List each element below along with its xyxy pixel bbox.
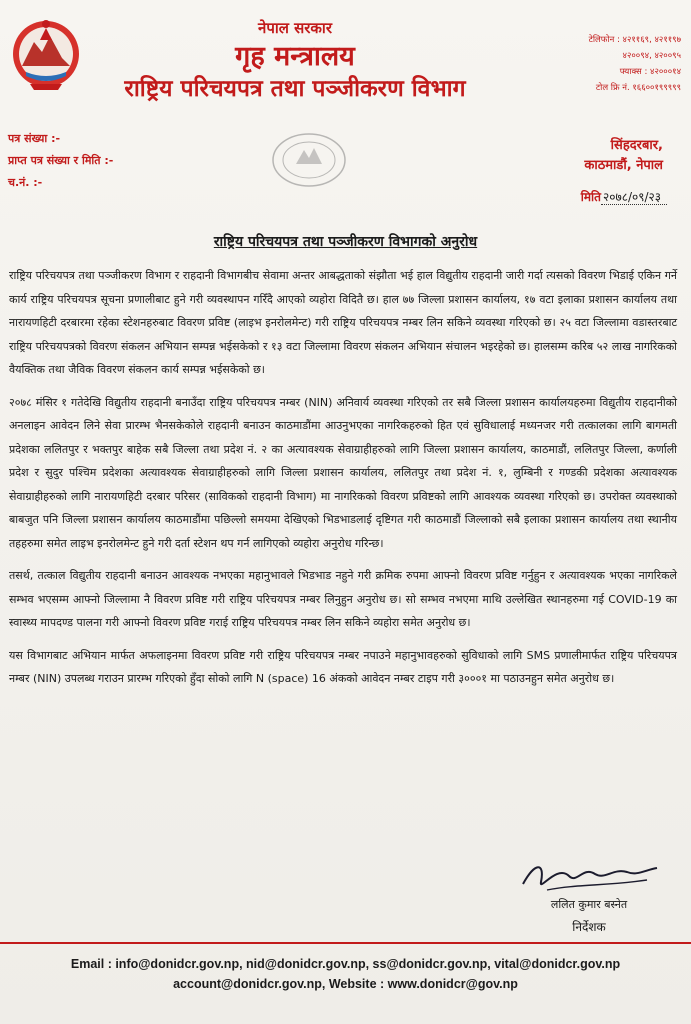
letter-date [581,188,667,206]
ministry-name: गृह मन्त्रालय [235,41,355,72]
letter-number-label: पत्र संख्या :- [8,132,61,145]
address-line-1: सिंहदरबार, [610,138,663,153]
letter-body [9,264,677,700]
phone-line-2: ४२००९४, ४२००९५ [622,51,681,61]
faded-seal-stamp [268,130,350,190]
government-emblem-logo [10,14,82,94]
body-paragraph-3: तसर्थ, तत्काल विद्युतीय राहदानी बनाउन आवश्यक नभएका महानुभावले भिडभाड नहुने गरी क्रमिक रुपमा आफ्नो विवरण प्रविष्ट गर्नुहुन र अत्यावश्यक भएका नागरिकले सम्भव भएसम्म आफ्नो जिल्लामा नै विवरण प्रविष्ट गरी राष्ट्रिय परिचयपत्र नम्बर लिनुहुन अनुरोध छ। सो सम्भव नभएमा माथि उल्लेखित स्थानहरुमा गई COVID-19 का स्वास्थ्य मापदण्ड पालना गरी आफ्नो विवरण प्रविष्ट गराई राष्ट्रिय परिचयपत्र नम्बर लिन सकिने व्यहोरा समेत अनुरोध छ। [9,569,677,629]
handwritten-signature [517,854,661,898]
footer-website-line: account@donidcr.gov.np, Website : www.donidcr@gov.np [173,977,518,991]
footer-contact [0,954,691,994]
footer-divider [0,942,691,944]
dispatch-number-label: च.नं. :- [8,176,43,189]
date-value: २०७८/०९/२३ [601,190,667,205]
body-paragraph-4: यस विभागबाट अभियान मार्फत अफलाइनमा विवरण प्रविष्ट गरी राष्ट्रिय परिचयपत्र नम्बर नपाउने महानुभावहरुको सुविधाको लागि SMS प्रणालीमार्फत राष्ट्रिय परिचयपत्र नम्बर (NIN) उपलब्ध गराउन प्रारम्भ गरिएको हुँदा सोको लागि N (space) 16 अंकको आवेदन नम्बर टाइप गरी ३०००१ मा पठाउनहुन समेत अनुरोध छ। [9,648,677,685]
letterhead-title-block [90,18,500,104]
phone-line-1: टेलिफोन : ४२११६९, ४२११९७ [588,35,681,45]
signature-block [509,854,669,940]
date-label: मिति [580,190,601,204]
body-paragraph-1: राष्ट्रिय परिचयपत्र तथा पञ्जीकरण विभाग र राहदानी विभागबीच सेवामा अन्तर आबद्धताको संझौता भई हाल विद्युतीय राहदानी जारी गर्दा त्यसको विवरण भिडाई एकिन गर्ने कार्य राष्ट्रिय परिचयपत्र सूचना प्रणालीबाट हुने गरी व्यवस्थापन गरिँदै आएको व्यहोरा विदितै छ। हाल ७७ जिल्ला प्रशासन कार्यालय, १७ वटा इलाका प्रशासन कार्यालय तथा नारायणहिटी दरबारमा रहेका स्टेशनहरुबाट विवरण प्रविष्ट (लाइभ इनरोलमेन्ट) गरी राष्ट्रिय परिचयपत्र नम्बर लिन सकिने व्यवस्था गरिएको छ। २५ वटा जिल्लामा वडास्तरबाट राष्ट्रिय परिचयपत्रको विवरण संकलन अभियान सम्पन्न भईसकेको र १३ वटा जिल्लामा विवरण संकलन अभियान संचालन भइरहेको छ। हालसम्म करिब ५२ लाख नागरिकको वैयक्तिक तथा जैविक विवरण संकलन कार्य सम्पन्न भईसकेको छ। [9,269,677,376]
toll-free-number: टोल फ्रि नं. १६६००१९९९९९ [595,83,681,93]
office-address [584,136,663,176]
footer-email-line: Email : info@donidcr.gov.np, nid@donidcr.gov.np, ss@donidcr.gov.np, vital@donidcr.gov.np [70,957,621,971]
reference-fields [8,128,113,194]
letter-subject [0,232,691,252]
body-paragraph-2: २०७८ मंसिर १ गतेदेखि विद्युतीय राहदानी बनाउँदा राष्ट्रिय परिचयपत्र नम्बर (NIN) अनिवार्य व्यवस्था गरिएको तर सबै जिल्ला प्रशासन कार्यालयहरुमा विद्युतीय राहदानीको अनलाइन आवेदन लिने सेवा प्रारम्भ भैनसकेकोले राहदानी बनाउन काठमाडौंमा आउनुभएका नागरिकहरुको हित एवं सुविधालाई मध्यनजर गरी तत्कालका लागि बागमती प्रदेशका ललितपुर र भक्तपुर बाहेक सबै जिल्ला तथा प्रदेश नं. २ का अत्यावश्यक सेवाग्राहीहरुको लागि जिल्ला प्रशासन कार्यालय, काठमाडौं, ललितपुर जिल्ला, कर्णाली प्रदेश र सुदुर पश्चिम प्रदेशका अत्यावश्यक सेवाग्राहीहरुको लागि जिल्ला प्रशासन कार्यालय, ललितपुर तथा प्रदेश नं. १, लुम्बिनी र गण्डकी प्रदेशका अत्यावश्यक सेवाग्राहीहरुको लागि नारायणहिटी दरबार परिसर (साविकको राहदानी विभाग) मा नागरिकको विवरण प्रविष्टको लागि आवश्यक व्यवस्था गरिएको छ। उपरोक्त व्यवस्थाको बाबजुत पनि जिल्ला प्रशासन कार्यालय काठमाडौंमा पछिल्लो समयमा देखिएको भिडभाडलाई दृष्टिगत गरी काठमाडौं जिल्लाको सबै इलाका प्रशासन कार्यालय तथा स्थानीय तहहरुमा समेत लाइभ इनरोलमेन्ट हुने गरी दर्ता स्टेशन थप गर्न लागिएको व्यहोरा अनुरोध गरिन्छ। [9,395,677,550]
government-name: नेपाल सरकार [258,19,332,37]
department-name: राष्ट्रिय परिचयपत्र तथा पञ्जीकरण विभाग [124,76,466,102]
signatory-name: ललित कुमार बस्नेत [550,898,628,911]
fax-number: फ्याक्स : ४२०००१४ [619,67,681,77]
subject-text: राष्ट्रिय परिचयपत्र तथा पञ्जीकरण विभागको अनुरोध [213,234,478,250]
contact-numbers [531,32,681,96]
signatory-title: निर्देशक [572,920,606,934]
received-letter-label: प्राप्त पत्र संख्या र मिति :- [8,154,114,167]
address-line-2: काठमाडौं, नेपाल [584,158,663,173]
